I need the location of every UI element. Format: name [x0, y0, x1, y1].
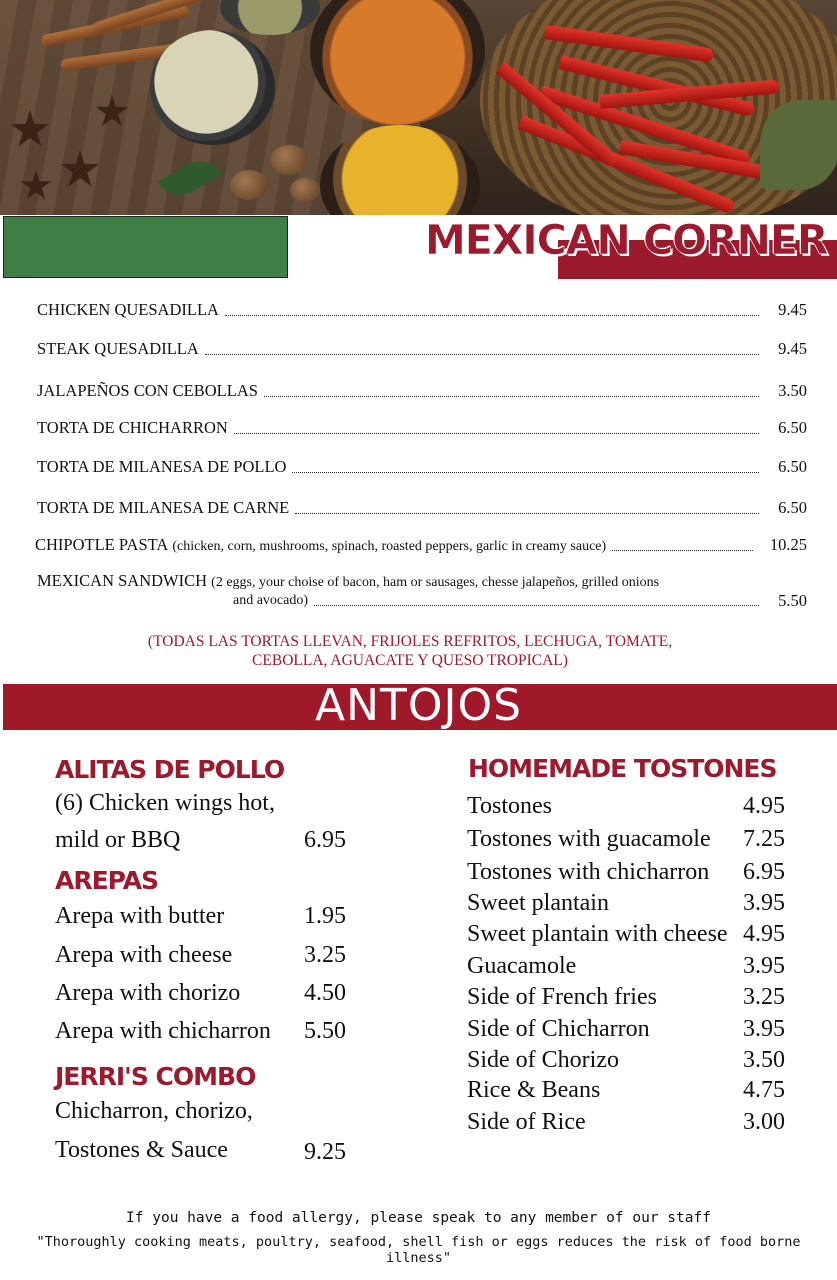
nutmeg — [290, 178, 320, 202]
menu-item-description: (2 eggs, your choise of bacon, ham or sausages, chesse jalapeños, grilled onions — [211, 575, 660, 590]
tostones-price: 4.75 — [743, 1077, 785, 1103]
tostones-item: Side of Chicharron — [467, 1016, 650, 1042]
dot-leader — [612, 550, 753, 551]
combo-price: 9.25 — [304, 1139, 346, 1165]
allergy-notice: If you have a food allergy, please speak to any member of our staff — [126, 1210, 711, 1226]
menu-item — [37, 572, 807, 610]
peppercorn-bowl — [150, 30, 275, 145]
tostones-price: 3.00 — [743, 1109, 785, 1135]
menu-item-price: 5.50 — [778, 591, 807, 610]
hero-spice-photo — [0, 0, 837, 215]
arepa-price: 1.95 — [304, 903, 346, 929]
tortas-note — [100, 632, 720, 670]
section-heading-tostones: HOMEMADE TOSTONES — [468, 754, 777, 783]
alitas-description-cont: mild or BBQ — [55, 827, 181, 853]
menu-item-name: TORTA DE MILANESA DE POLLO — [37, 457, 287, 476]
arepa-item: Arepa with butter — [55, 903, 225, 929]
section-heading-combo: JERRI'S COMBO — [55, 1062, 256, 1091]
combo-description-cont: Tostones & Sauce — [55, 1137, 228, 1163]
tostones-price: 3.95 — [743, 953, 785, 979]
tostones-price: 3.95 — [743, 1016, 785, 1042]
tostones-price: 4.95 — [743, 793, 785, 819]
menu-item-price: 9.45 — [778, 300, 807, 319]
menu-item — [37, 300, 807, 320]
menu-item-price: 10.25 — [769, 535, 807, 554]
dot-leader — [292, 472, 759, 473]
section-heading-arepas: AREPAS — [55, 866, 159, 895]
tostones-price: 4.95 — [743, 921, 785, 947]
tostones-price: 3.50 — [743, 1047, 785, 1073]
tostones-item: Tostones with chicharron — [467, 859, 710, 885]
menu-item-price: 3.50 — [778, 381, 807, 400]
page-title: MEXICAN CORNER — [425, 216, 828, 264]
menu-item — [37, 457, 807, 477]
menu-item — [35, 535, 807, 555]
menu-item — [37, 418, 807, 438]
tostones-item: Tostones with guacamole — [467, 826, 711, 852]
note-line: (TODAS LAS TORTAS LLEVAN, FRIJOLES REFRITOS, LECHUGA, TOMATE, — [147, 633, 673, 650]
menu-item-price: 6.50 — [778, 418, 807, 437]
food-safety-notice: "Thoroughly cooking meats, poultry, seafood, shell fish or eggs reduces the risk of food borne illness" — [36, 1234, 801, 1266]
menu-item-price: 9.45 — [778, 339, 807, 358]
tostones-item: Side of French fries — [467, 984, 657, 1010]
menu-item-name: STEAK QUESADILLA — [37, 339, 199, 358]
menu-item-price: 6.50 — [778, 498, 807, 517]
tostones-item: Sweet plantain with cheese — [467, 921, 728, 947]
tostones-price: 6.95 — [743, 859, 785, 885]
menu-item-name: MEXICAN SANDWICH — [37, 571, 208, 590]
menu-item — [37, 498, 807, 518]
menu-item — [37, 381, 807, 401]
arepa-price: 4.50 — [304, 980, 346, 1006]
dot-leader — [205, 354, 759, 355]
arepa-price: 5.50 — [304, 1018, 346, 1044]
dot-leader — [295, 513, 759, 514]
note-line: CEBOLLA, AGUACATE Y QUESO TROPICAL) — [252, 652, 568, 669]
nutmeg — [230, 170, 268, 200]
menu-item-name: CHIPOTLE PASTA — [35, 535, 169, 554]
menu-item-description-cont: and avocado) — [233, 593, 309, 608]
tostones-price: 3.95 — [743, 890, 785, 916]
arepa-item: Arepa with cheese — [55, 942, 233, 968]
green-accent-block — [3, 216, 288, 278]
dot-leader — [234, 433, 759, 434]
arepa-item: Arepa with chicharron — [55, 1018, 271, 1044]
green-leaf — [760, 100, 837, 190]
section-heading-alitas: ALITAS DE POLLO — [55, 755, 285, 784]
menu-item-description: (chicken, corn, mushrooms, spinach, roasted peppers, garlic in creamy sauce) — [172, 539, 607, 554]
tostones-item: Tostones — [467, 793, 552, 819]
antojos-title: ANTOJOS — [314, 680, 523, 731]
tostones-item: Side of Rice — [467, 1109, 586, 1135]
alitas-description: (6) Chicken wings hot, — [55, 790, 275, 816]
tostones-item: Side of Chorizo — [467, 1047, 619, 1073]
tostones-item: Rice & Beans — [467, 1077, 601, 1103]
tostones-price: 7.25 — [743, 826, 785, 852]
dot-leader — [264, 396, 759, 397]
tostones-item: Sweet plantain — [467, 890, 609, 916]
dot-leader — [225, 315, 759, 316]
dot-leader — [314, 605, 759, 606]
arepa-item: Arepa with chorizo — [55, 980, 241, 1006]
menu-item-name: CHICKEN QUESADILLA — [37, 300, 219, 319]
tostones-item: Guacamole — [467, 953, 577, 979]
nutmeg — [270, 145, 308, 175]
tostones-price: 3.25 — [743, 984, 785, 1010]
alitas-price: 6.95 — [304, 827, 346, 853]
menu-item-name: JALAPEÑOS CON CEBOLLAS — [37, 381, 258, 400]
combo-description: Chicharron, chorizo, — [55, 1098, 253, 1124]
menu-item-name: TORTA DE MILANESA DE CARNE — [37, 498, 290, 517]
arepa-price: 3.25 — [304, 942, 346, 968]
menu-item-name: TORTA DE CHICHARRON — [37, 418, 228, 437]
menu-item — [37, 339, 807, 359]
menu-item-price: 6.50 — [778, 457, 807, 476]
